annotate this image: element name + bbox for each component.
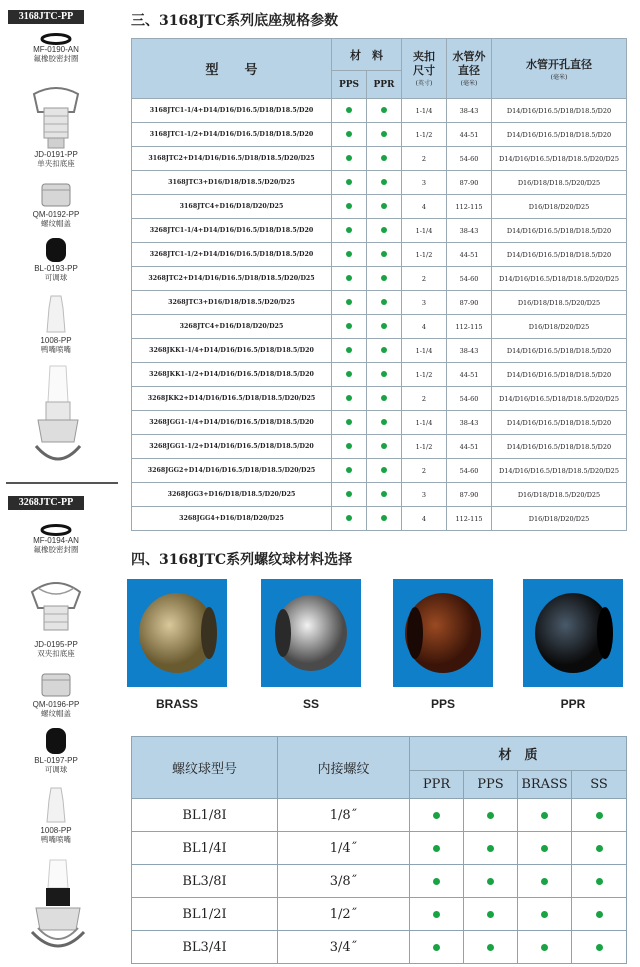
available-dot-icon [541,845,548,852]
duckbill-nozzle-icon [41,294,71,336]
table-row [132,832,627,865]
pipe-od-cell: 112-115 [447,507,492,531]
model-cell: 3268JKK1-1/4+D14/D16/D16.5/D18/D18.5/D20 [132,339,332,363]
available-dot-icon [596,911,603,918]
pipe-od-cell: 54-60 [447,387,492,411]
material-availability [518,931,572,964]
table-row [132,387,627,411]
model-cell: 3168JTC1-1/2+D14/D16/D16.5/D18/D18.5/D20 [132,123,332,147]
assembled-double-nozzle-icon [26,858,90,962]
material-availability [464,898,518,931]
clamp-size-cell: 2 [402,147,447,171]
available-dot-icon [381,443,387,449]
available-dot-icon [381,299,387,305]
pps-availability [332,315,367,339]
available-dot-icon [596,845,603,852]
pps-availability [332,291,367,315]
material-availability [518,898,572,931]
available-dot-icon [596,878,603,885]
hole-diameter-cell: D16/D18/D20/D25 [492,507,627,531]
material-availability [464,931,518,964]
model-cell: 3268JGG4+D16/D18/D20/D25 [132,507,332,531]
ball-model-cell: BL1/4I [132,832,278,865]
pps-availability [332,123,367,147]
available-dot-icon [381,155,387,161]
model-cell: 3268JGG1-1/2+D14/D16/D16.5/D18/D18.5/D20 [132,435,332,459]
available-dot-icon [541,944,548,951]
clamp-size-cell: 1-1/4 [402,219,447,243]
table-row [132,459,627,483]
ppr-availability [367,483,402,507]
ppr-availability [367,459,402,483]
clamp-size-cell: 2 [402,267,447,291]
available-dot-icon [346,467,352,473]
available-dot-icon [346,131,352,137]
ss-ball-image [261,579,361,687]
clamp-size-cell: 1-1/2 [402,243,447,267]
table-row [132,411,627,435]
pps-availability [332,219,367,243]
pipe-od-cell: 44-51 [447,435,492,459]
pps-availability [332,387,367,411]
available-dot-icon [381,227,387,233]
available-dot-icon [381,371,387,377]
clamp-size-cell: 3 [402,291,447,315]
seal-ring-icon [39,524,73,536]
table-row [132,219,627,243]
table-row [132,931,627,964]
clamp-size-cell: 3 [402,483,447,507]
available-dot-icon [381,203,387,209]
pps-availability [332,483,367,507]
available-dot-icon [381,515,387,521]
available-dot-icon [381,347,387,353]
header-clamp-size: 夹扣尺寸 (英寸) [402,39,447,99]
pps-availability [332,171,367,195]
clamp-size-cell: 2 [402,459,447,483]
hole-diameter-cell: D14/D16/D16.5/D18/D18.5/D20 [492,99,627,123]
available-dot-icon [433,845,440,852]
ppr-availability [367,339,402,363]
part-double-clamp-base: JD-0195-PP 双夹扣底座 [0,578,112,659]
model-cell: 3268JTC3+D16/D18/D18.5/D20/D25 [132,291,332,315]
ppr-ball-image [523,579,623,687]
ppr-availability [367,171,402,195]
ppr-availability [367,219,402,243]
material-availability [410,865,464,898]
table-row [132,195,627,219]
table-row [132,339,627,363]
table-row [132,123,627,147]
clamp-size-cell: 1-1/4 [402,339,447,363]
ball-material-table-body [132,799,627,964]
pipe-od-cell: 38-43 [447,339,492,363]
hole-diameter-cell: D14/D16/D16.5/D18/D18.5/D20 [492,435,627,459]
model-cell: 3168JTC1-1/4+D14/D16/D16.5/D18/D18.5/D20 [132,99,332,123]
model-cell: 3268JGG1-1/4+D14/D16/D16.5/D18/D18.5/D20 [132,411,332,435]
clamp-size-cell: 1-1/4 [402,411,447,435]
ball-material-gallery [127,579,627,709]
model-cell: 3268JGG3+D16/D18/D18.5/D20/D25 [132,483,332,507]
available-dot-icon [381,467,387,473]
available-dot-icon [346,299,352,305]
pps-availability [332,147,367,171]
clamp-size-cell: 1-1/4 [402,99,447,123]
ss-label: SS [302,697,319,711]
table-row [132,507,627,531]
model-cell: 3268JTC1-1/4+D14/D16/D16.5/D18/D18.5/D20 [132,219,332,243]
available-dot-icon [381,491,387,497]
thread-cell: 1/2˝ [278,898,410,931]
pps-availability [332,411,367,435]
pps-availability [332,363,367,387]
pps-availability [332,435,367,459]
hole-diameter-cell: D16/D18/D20/D25 [492,315,627,339]
material-availability [572,832,627,865]
brass-label: BRASS [155,697,198,711]
available-dot-icon [541,878,548,885]
clamp-size-cell: 3 [402,171,447,195]
table-row [132,99,627,123]
ppr-availability [367,291,402,315]
part-duckbill-nozzle-2: 1008-PP 鸭嘴喷嘴 [0,786,112,845]
part-adjustable-ball-2: BL-0197-PP 可调球 [0,726,112,775]
part-adjustable-ball: BL-0193-PP 可调球 [0,236,112,283]
table-row [132,435,627,459]
available-dot-icon [433,812,440,819]
hole-diameter-cell: D14/D16/D16.5/D18/D18.5/D20 [492,339,627,363]
available-dot-icon [487,878,494,885]
table-row [132,898,627,931]
available-dot-icon [596,812,603,819]
clamp-size-cell: 4 [402,315,447,339]
ppr-availability [367,507,402,531]
double-clamp-base-icon [24,578,88,640]
available-dot-icon [381,251,387,257]
pipe-od-cell: 44-51 [447,243,492,267]
available-dot-icon [487,845,494,852]
brass-ball-image [127,579,227,687]
seal-ring-icon [39,33,73,45]
pps-availability [332,99,367,123]
pipe-od-cell: 38-43 [447,411,492,435]
ppr-availability [367,315,402,339]
available-dot-icon [433,944,440,951]
header-pps: PPS [332,71,367,99]
pps-availability [332,267,367,291]
pps-ball-icon [393,579,493,687]
available-dot-icon [346,347,352,353]
material-availability [410,799,464,832]
available-dot-icon [346,179,352,185]
thread-cap-icon [36,180,76,210]
ppr-ball-icon [523,579,623,687]
pipe-od-cell: 87-90 [447,483,492,507]
available-dot-icon [346,371,352,377]
clamp-size-cell: 4 [402,195,447,219]
ppr-availability [367,195,402,219]
available-dot-icon [346,107,352,113]
ppr-availability [367,243,402,267]
series-tag-3268: 3268JTC-PP [8,496,84,510]
pps-availability [332,243,367,267]
ppr-label: PPR [560,697,586,711]
thread-cell: 3/8˝ [278,865,410,898]
header-thread: 内接螺纹 [278,737,410,799]
thread-cell: 1/4˝ [278,832,410,865]
available-dot-icon [346,155,352,161]
spec-table [131,38,627,531]
header-ppr: PPR [367,71,402,99]
model-cell: 3268JKK1-1/2+D14/D16/D16.5/D18/D18.5/D20 [132,363,332,387]
ss-ball-icon [261,579,361,687]
series-tag-3168: 3168JTC-PP [8,10,84,24]
material-availability [464,865,518,898]
available-dot-icon [541,812,548,819]
header-model: 型 号 [132,39,332,99]
divider [6,482,118,484]
available-dot-icon [381,323,387,329]
available-dot-icon [346,275,352,281]
material-availability [464,832,518,865]
pipe-od-cell: 38-43 [447,219,492,243]
pps-availability [332,339,367,363]
ppr-availability [367,99,402,123]
ppr-availability [367,435,402,459]
pipe-od-cell: 54-60 [447,459,492,483]
hole-diameter-cell: D16/D18/D18.5/D20/D25 [492,171,627,195]
header-col-brass: BRASS [518,771,572,799]
available-dot-icon [381,107,387,113]
pipe-od-cell: 87-90 [447,171,492,195]
header-col-ppr: PPR [410,771,464,799]
available-dot-icon [346,395,352,401]
model-cell: 3168JTC2+D14/D16/D16.5/D18/D18.5/D20/D25 [132,147,332,171]
clamp-base-icon [24,84,88,150]
hole-diameter-cell: D16/D18/D20/D25 [492,195,627,219]
available-dot-icon [346,419,352,425]
thread-cap-icon [36,670,76,700]
material-availability [518,865,572,898]
hole-diameter-cell: D14/D16/D16.5/D18/D18.5/D20 [492,219,627,243]
ball-model-cell: BL3/8I [132,865,278,898]
hole-diameter-cell: D14/D16/D16.5/D18/D18.5/D20 [492,243,627,267]
available-dot-icon [346,491,352,497]
clamp-size-cell: 1-1/2 [402,435,447,459]
hole-diameter-cell: D14/D16/D16.5/D18/D18.5/D20/D25 [492,459,627,483]
section3-title: 三、3168JTC系列底座规格参数 [131,13,339,29]
header-ball-model: 螺纹球型号 [132,737,278,799]
available-dot-icon [487,812,494,819]
model-cell: 3168JTC3+D16/D18/D18.5/D20/D25 [132,171,332,195]
header-hole-diameter: 水管开孔直径 (毫米) [492,39,627,99]
part-seal-ring: MF-0190-AN 氟橡胶密封圈 [0,33,112,64]
adjustable-ball-icon [41,236,71,264]
parts-column [0,0,120,967]
table-row [132,147,627,171]
clamp-size-cell: 1-1/2 [402,123,447,147]
pps-availability [332,459,367,483]
material-availability [572,931,627,964]
available-dot-icon [541,911,548,918]
part-seal-ring-2: MF-0194-AN 氟橡胶密封圈 [0,524,112,555]
pps-ball-image [393,579,493,687]
table-row [132,291,627,315]
available-dot-icon [487,944,494,951]
part-thread-cap: QM-0192-PP 螺纹帽盖 [0,180,112,229]
clamp-size-cell: 2 [402,387,447,411]
available-dot-icon [381,179,387,185]
pipe-od-cell: 112-115 [447,195,492,219]
model-cell: 3268JTC1-1/2+D14/D16/D16.5/D18/D18.5/D20 [132,243,332,267]
header-col-pps: PPS [464,771,518,799]
hole-diameter-cell: D14/D16/D16.5/D18/D18.5/D20 [492,411,627,435]
thread-cell: 1/8˝ [278,799,410,832]
ppr-availability [367,267,402,291]
model-cell: 3268JKK2+D14/D16/D16.5/D18/D18.5/D20/D25 [132,387,332,411]
available-dot-icon [381,395,387,401]
ppr-availability [367,363,402,387]
pipe-od-cell: 87-90 [447,291,492,315]
assembled-nozzle-icon [28,362,88,474]
available-dot-icon [346,203,352,209]
table-row [132,315,627,339]
ppr-availability [367,387,402,411]
spec-table-body [132,99,627,531]
material-availability [410,931,464,964]
material-availability [518,832,572,865]
table-row [132,243,627,267]
pipe-od-cell: 44-51 [447,123,492,147]
header-material: 材 料 [332,39,402,71]
available-dot-icon [346,443,352,449]
pipe-od-cell: 112-115 [447,315,492,339]
available-dot-icon [381,131,387,137]
material-availability [410,832,464,865]
table-row [132,267,627,291]
ball-model-cell: BL1/2I [132,898,278,931]
material-availability [572,865,627,898]
model-cell: 3268JGG2+D14/D16/D16.5/D18/D18.5/D20/D25 [132,459,332,483]
ball-material-table [131,736,627,964]
pipe-od-cell: 38-43 [447,99,492,123]
header-pipe-od: 水管外直径 (毫米) [447,39,492,99]
available-dot-icon [433,878,440,885]
available-dot-icon [596,944,603,951]
material-availability [410,898,464,931]
table-row [132,865,627,898]
header-col-ss: SS [572,771,627,799]
section4-title: 四、3168JTC系列螺纹球材料选择 [131,552,353,568]
part-clamp-base: JD-0191-PP 单夹扣底座 [0,84,112,169]
ppr-availability [367,411,402,435]
hole-diameter-cell: D16/D18/D18.5/D20/D25 [492,483,627,507]
material-availability [572,799,627,832]
part-duckbill-nozzle: 1008-PP 鸭嘴喷嘴 [0,294,112,355]
model-cell: 3268JTC4+D16/D18/D20/D25 [132,315,332,339]
part-thread-cap-2: QM-0196-PP 螺纹帽盖 [0,670,112,719]
available-dot-icon [346,515,352,521]
table-row [132,171,627,195]
ppr-availability [367,147,402,171]
available-dot-icon [346,227,352,233]
duckbill-nozzle-icon [41,786,71,826]
available-dot-icon [487,911,494,918]
hole-diameter-cell: D14/D16/D16.5/D18/D18.5/D20/D25 [492,387,627,411]
available-dot-icon [381,419,387,425]
table-row [132,799,627,832]
pipe-od-cell: 54-60 [447,267,492,291]
ball-model-cell: BL1/8I [132,799,278,832]
pipe-od-cell: 54-60 [447,147,492,171]
model-cell: 3168JTC4+D16/D18/D20/D25 [132,195,332,219]
material-availability [572,898,627,931]
adjustable-ball-icon [41,726,71,756]
hole-diameter-cell: D14/D16/D16.5/D18/D18.5/D20 [492,123,627,147]
pps-label: PPS [430,697,455,711]
pps-availability [332,195,367,219]
material-availability [464,799,518,832]
model-cell: 3268JTC2+D14/D16/D16.5/D18/D18.5/D20/D25 [132,267,332,291]
ppr-availability [367,123,402,147]
hole-diameter-cell: D14/D16/D16.5/D18/D18.5/D20/D25 [492,267,627,291]
brass-ball-icon [127,579,227,687]
hole-diameter-cell: D14/D16/D16.5/D18/D18.5/D20 [492,363,627,387]
clamp-size-cell: 1-1/2 [402,363,447,387]
pps-availability [332,507,367,531]
available-dot-icon [381,275,387,281]
hole-diameter-cell: D16/D18/D18.5/D20/D25 [492,291,627,315]
available-dot-icon [346,251,352,257]
available-dot-icon [433,911,440,918]
pipe-od-cell: 44-51 [447,363,492,387]
table-row [132,363,627,387]
available-dot-icon [346,323,352,329]
hole-diameter-cell: D14/D16/D16.5/D18/D18.5/D20/D25 [492,147,627,171]
thread-cell: 3/4˝ [278,931,410,964]
material-availability [518,799,572,832]
clamp-size-cell: 4 [402,507,447,531]
table-row [132,483,627,507]
header-material: 材 质 [410,737,627,771]
ball-model-cell: BL3/4I [132,931,278,964]
